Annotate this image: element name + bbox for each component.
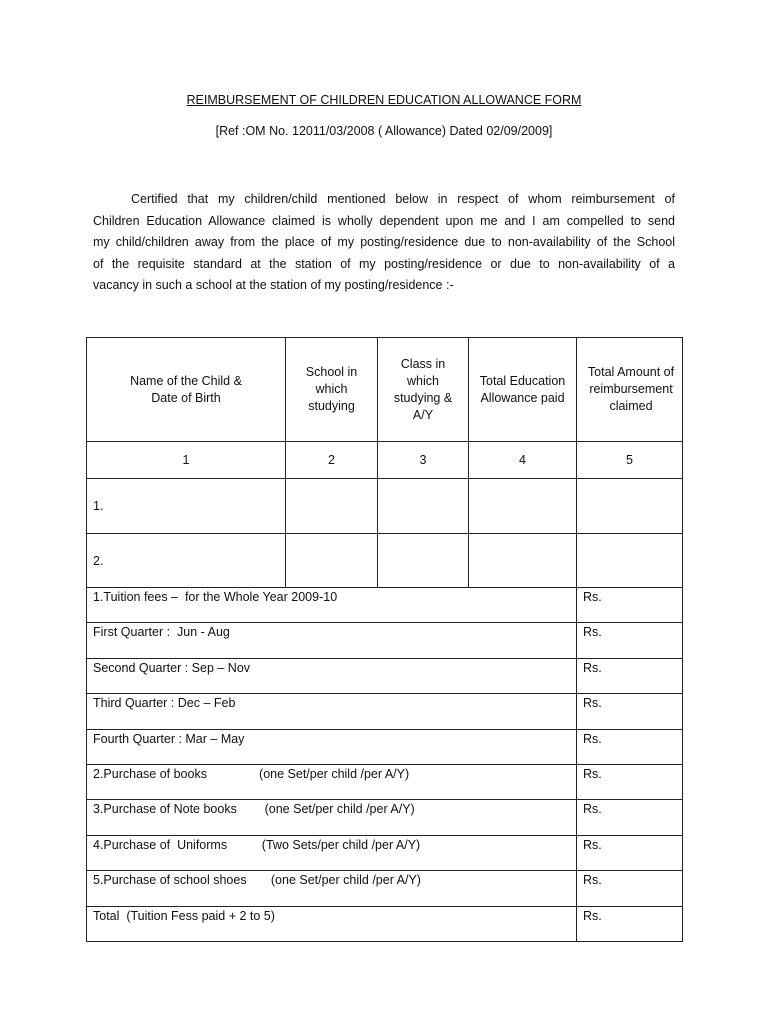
reference-line: [Ref :OM No. 12011/03/2008 ( Allowance) Dated 02/09/2009]	[215, 124, 553, 138]
child-school-cell[interactable]	[286, 534, 378, 588]
expense-row	[87, 729, 683, 764]
column-number: 2	[286, 442, 378, 479]
column-number: 1	[87, 442, 286, 479]
certificate-line: Certified that my children/child mentioned below in respect of whom reimbursement of	[131, 192, 675, 206]
header-cell-name: Name of the Child & Date of Birth	[87, 338, 286, 442]
child-class-cell[interactable]	[378, 479, 469, 534]
certificate-line: vacancy in such a school at the station of my posting/residence :-	[93, 278, 454, 292]
header-row	[87, 338, 683, 442]
expense-row	[87, 588, 683, 623]
expense-label: Total (Tuition Fess paid + 2 to 5)	[87, 906, 577, 941]
expense-amount-field[interactable]: Rs.	[577, 871, 683, 906]
certificate-paragraph	[93, 189, 675, 297]
expense-amount-field[interactable]: Rs.	[577, 835, 683, 870]
certificate-line: Children Education Allowance claimed is wholly dependent upon me and I am compelled to send	[93, 213, 675, 228]
certificate-line: of the requisite standard at the station of my posting/residence or due to non-availability of a	[93, 256, 675, 271]
expense-amount-field[interactable]: Rs.	[577, 658, 683, 693]
expense-label: Third Quarter : Dec – Feb	[87, 694, 577, 729]
form-title: REIMBURSEMENT OF CHILDREN EDUCATION ALLOWANCE FORM	[186, 93, 582, 107]
expense-label: First Quarter : Jun - Aug	[87, 623, 577, 658]
expense-label: 2.Purchase of books (one Set/per child /per A/Y)	[87, 764, 577, 799]
header-cell-allowance: Total Education Allowance paid	[469, 338, 577, 442]
expense-amount-field[interactable]: Rs.	[577, 623, 683, 658]
allowance-table	[86, 337, 683, 588]
expense-row	[87, 800, 683, 835]
child-reimbursement-cell[interactable]	[577, 534, 683, 588]
expense-amount-field[interactable]: Rs.	[577, 588, 683, 623]
expense-label: 5.Purchase of school shoes (one Set/per child /per A/Y)	[87, 871, 577, 906]
expense-row	[87, 835, 683, 870]
expense-row	[87, 764, 683, 799]
expense-label: Fourth Quarter : Mar – May	[87, 729, 577, 764]
expense-amount-field[interactable]: Rs.	[577, 694, 683, 729]
column-number-row	[87, 442, 683, 479]
expense-row	[87, 871, 683, 906]
child-reimbursement-cell[interactable]	[577, 479, 683, 534]
expense-label: 1.Tuition fees – for the Whole Year 2009-10	[87, 588, 577, 623]
column-number: 4	[469, 442, 577, 479]
child-row	[87, 534, 683, 588]
column-number: 5	[577, 442, 683, 479]
child-class-cell[interactable]	[378, 534, 469, 588]
header-cell-class: Class in which studying & A/Y	[378, 338, 469, 442]
expense-row	[87, 658, 683, 693]
expense-table	[86, 587, 683, 942]
expense-label: 3.Purchase of Note books (one Set/per child /per A/Y)	[87, 800, 577, 835]
certificate-line: my child/children away from the place of my posting/residence due to non-availability of the School	[93, 235, 675, 249]
expense-amount-field[interactable]: Rs.	[577, 764, 683, 799]
header-cell-reimbursement: Total Amount of reimbursement claimed	[577, 338, 683, 442]
column-number: 3	[378, 442, 469, 479]
child-row-label: 1.	[87, 479, 286, 534]
child-allowance-cell[interactable]	[469, 479, 577, 534]
expense-label: Second Quarter : Sep – Nov	[87, 658, 577, 693]
expense-row	[87, 694, 683, 729]
expense-row	[87, 623, 683, 658]
header-cell-school: School in which studying	[286, 338, 378, 442]
expense-amount-field[interactable]: Rs.	[577, 906, 683, 941]
expense-amount-field[interactable]: Rs.	[577, 800, 683, 835]
child-allowance-cell[interactable]	[469, 534, 577, 588]
child-school-cell[interactable]	[286, 479, 378, 534]
expense-amount-field[interactable]: Rs.	[577, 729, 683, 764]
child-row	[87, 479, 683, 534]
expense-row	[87, 906, 683, 941]
child-row-label: 2.	[87, 534, 286, 588]
expense-label: 4.Purchase of Uniforms (Two Sets/per child /per A/Y)	[87, 835, 577, 870]
